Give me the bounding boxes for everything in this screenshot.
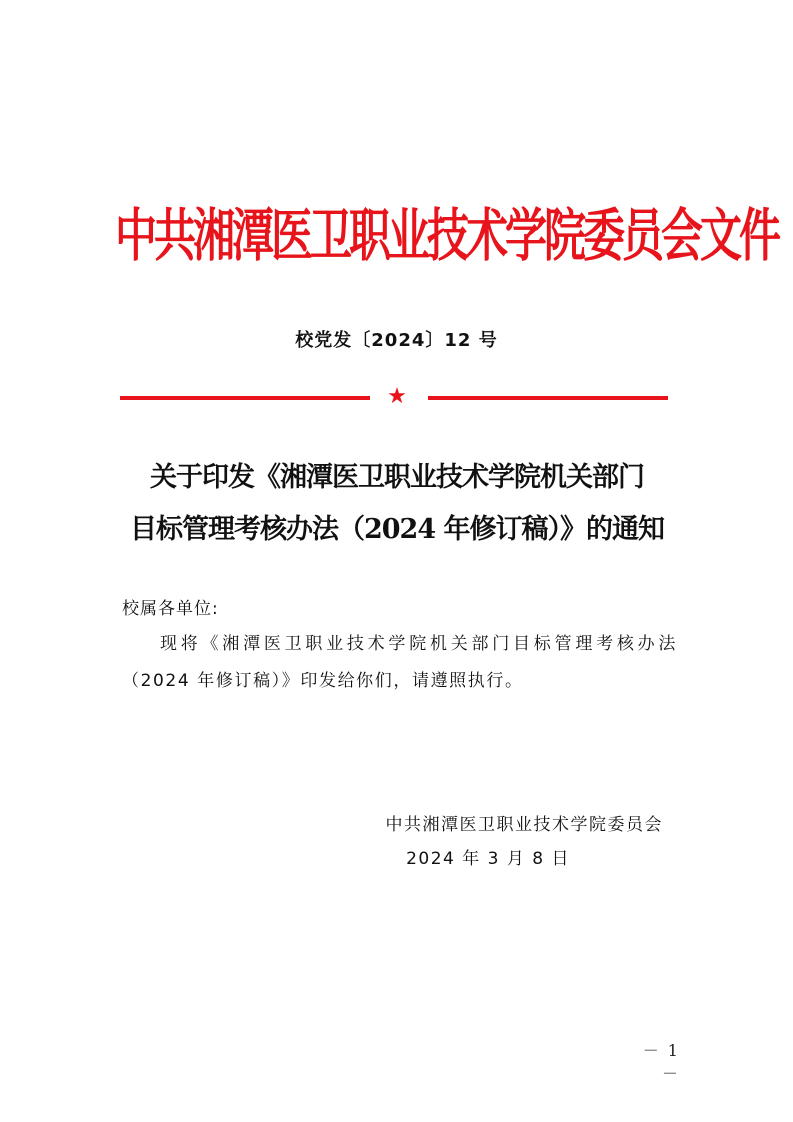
signature-block bbox=[300, 808, 680, 876]
body-paragraph: 现将《湘潭医卫职业技术学院机关部门目标管理考核办法（2024 年修订稿）》印发给你们，请遵照执行。 bbox=[122, 634, 677, 691]
document-body bbox=[122, 592, 677, 700]
page-number: － 1 － bbox=[642, 1041, 680, 1083]
document-title bbox=[112, 452, 682, 556]
document-number: 校党发〔2024〕12 号 bbox=[295, 330, 498, 351]
title-line-1: 关于印发《湘潭医卫职业技术学院机关部门 bbox=[150, 462, 644, 493]
title-line-2: 目标管理考核办法（2024 年修订稿）》的通知 bbox=[129, 514, 665, 545]
red-separator bbox=[120, 384, 668, 409]
separator-line-right bbox=[428, 396, 668, 400]
star-icon: ★ bbox=[387, 384, 407, 409]
salutation: 校属各单位: bbox=[122, 599, 219, 619]
signature-organization: 中共湘潭医卫职业技术学院委员会 bbox=[385, 815, 663, 835]
document-masthead: 中共湘潭医卫职业技术学院委员会文件 bbox=[115, 202, 779, 269]
separator-line-left bbox=[120, 396, 370, 400]
signature-date: 2024 年 3 月 8 日 bbox=[406, 849, 570, 869]
